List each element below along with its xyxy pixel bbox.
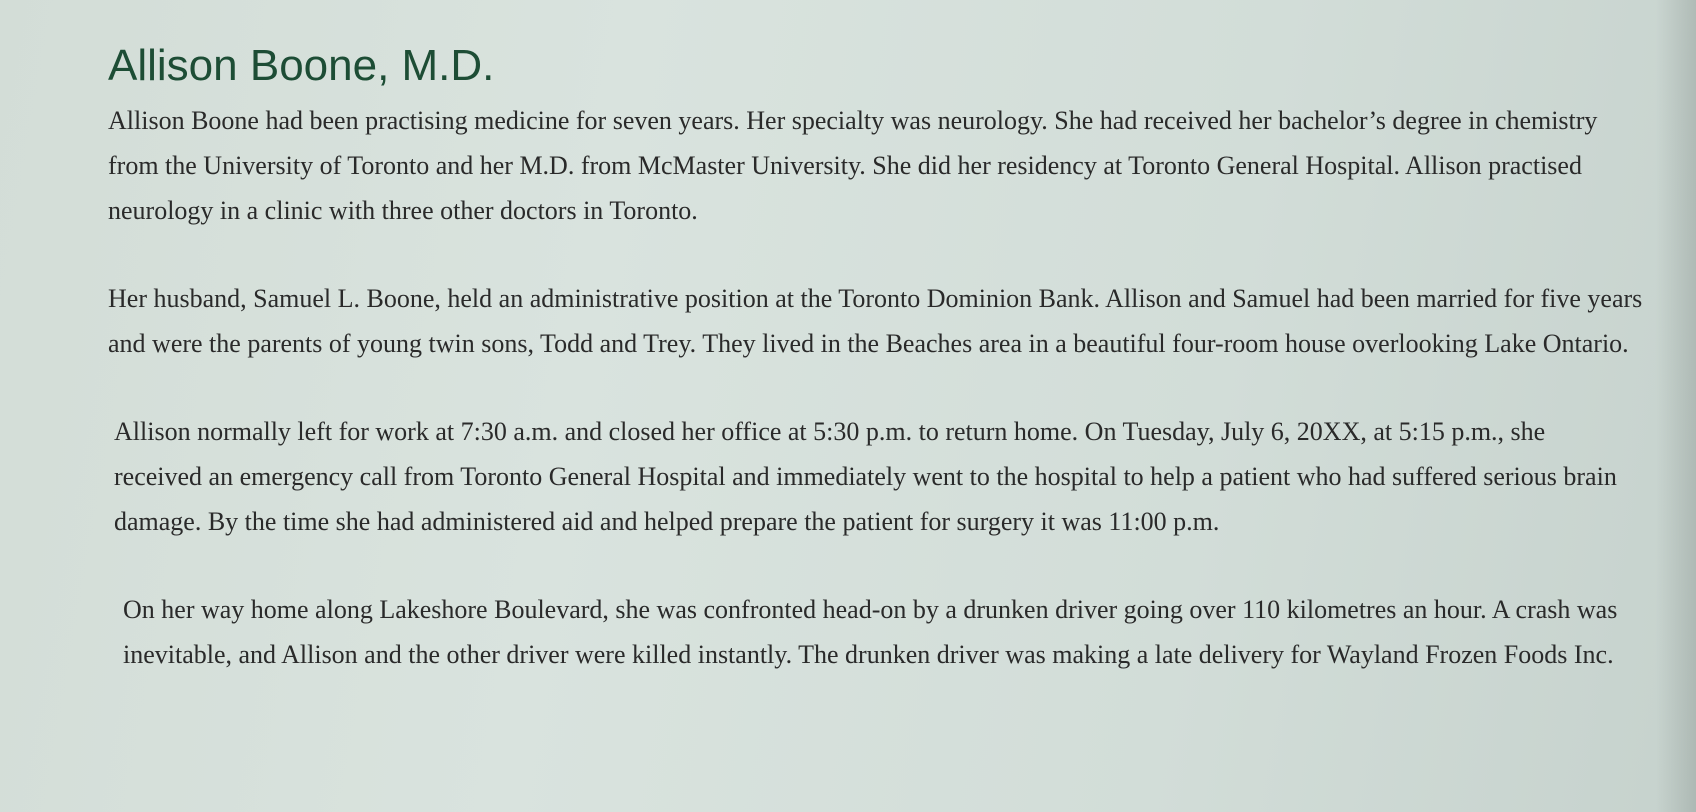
paragraph-emergency-call: Allison normally left for work at 7:30 a.m. and closed her office at 5:30 p.m. to return home. On Tuesday, July 6, 20XX, at 5:15 p.m., she received an emergency call from Toronto General Hospital and immediately went to the hospital to help a patient who had suffered serious brain damage. By the time she had administered aid and helped prepare the patient for surgery it was 11:00 p.m. xyxy=(114,417,1617,536)
document-page xyxy=(108,36,1648,677)
paragraph-background: Allison Boone had been practising medicine for seven years. Her specialty was neurology. She had received her bachelor’s degree in chemistry from the University of Toronto and her M.D. from McMaster University. She did her residency at Toronto General Hospital. Allison practised neurology in a clinic with three other doctors in Toronto. xyxy=(108,106,1598,225)
document-title: Allison Boone, M.D. xyxy=(108,41,495,90)
paragraph-crash: On her way home along Lakeshore Boulevard, she was confronted head-on by a drunken driver going over 110 kilometres an hour. A crash was inevitable, and Allison and the other driver were killed instantly. The drunken driver was making a late delivery for Wayland Frozen Foods Inc. xyxy=(123,595,1618,669)
paragraph-family: Her husband, Samuel L. Boone, held an administrative position at the Toronto Dominion Bank. Allison and Samuel had been married for five years and were the parents of young twin sons, Todd and Trey. They lived in the Beaches area in a beautiful four-room house overlooking Lake Ontario. xyxy=(108,284,1643,358)
screen-edge-shadow xyxy=(1656,0,1696,812)
